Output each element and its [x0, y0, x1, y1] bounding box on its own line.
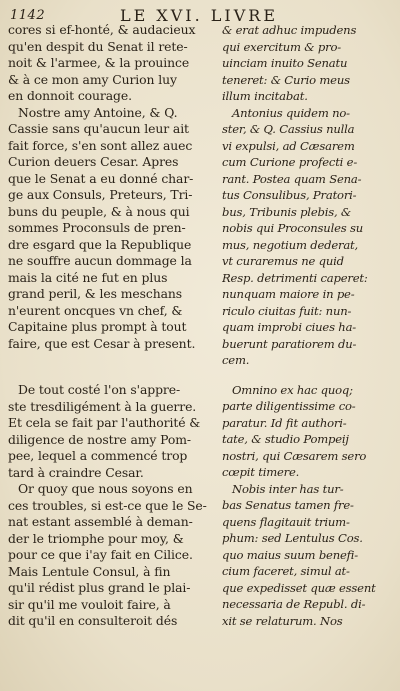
text-line: ces troubles, si est-ce que le Se- — [8, 497, 207, 513]
text-line: dre esgard que la Republique — [8, 236, 192, 252]
text-line: qu'en despit du Senat il rete- — [8, 38, 188, 54]
text-line: & erat adhuc impudens — [222, 23, 357, 37]
text-line: qu'il rédist plus grand le plai- — [8, 580, 191, 595]
text-line: Resp. detrimenti caperet: — [222, 270, 368, 285]
text-line: diligence de nostre amy Pom- — [8, 431, 191, 447]
text-line: mus, negotium dederat, — [222, 237, 358, 252]
text-line: illum incitabat. — [222, 89, 308, 103]
text-line: grand peril, & les meschans — [8, 286, 183, 301]
text-line: teneret: & Curio meus — [222, 72, 350, 87]
text-line: dit qu'il en consulteroit dés — [8, 613, 178, 628]
paragraph-gap — [222, 369, 396, 382]
text-line: buns du peuple, & à nous qui — [8, 203, 190, 219]
paragraph-gap — [8, 352, 220, 382]
text-line: Capitaine plus prompt à tout — [8, 319, 187, 334]
text-line: vt curaremus ne quid — [222, 254, 344, 268]
text-line: riculo ciuitas fuit: nun- — [222, 303, 352, 318]
text-line: sir qu'il me vouloit faire, à — [8, 596, 171, 612]
text-line: xit se relaturum. Nos — [222, 613, 343, 628]
text-line: ster, & Q. Cassius nulla — [222, 122, 355, 136]
text-line: cœpit timere. — [222, 465, 300, 479]
text-line: tus Consulibus, Pratori- — [222, 188, 357, 202]
text-line: ge aux Consuls, Preteurs, Tri- — [8, 187, 193, 202]
text-line: en donnoit courage. — [8, 88, 132, 103]
text-line: buerunt paratiorem du- — [222, 336, 357, 351]
text-line: rant. Postea quam Sena- — [222, 171, 362, 186]
text-line: parte diligentissime co- — [222, 399, 356, 413]
text-line: tard à craindre Cesar. — [8, 464, 144, 480]
text-line: nunquam maiore in pe- — [222, 287, 355, 301]
text-line: & à ce mon amy Curion luy — [8, 71, 177, 87]
text-line: nobis qui Proconsules su — [222, 221, 363, 235]
text-line: Omnino ex hac quoq; — [232, 382, 353, 397]
latin-block-2 — [222, 382, 396, 630]
text-line: ne souffre aucun dommage la — [8, 253, 192, 268]
text-line: cores si ef-honté, & audacieux — [8, 22, 196, 37]
latin-block-1 — [222, 22, 396, 369]
french-block-1 — [8, 22, 220, 352]
french-column — [8, 22, 220, 630]
text-line: Cassie sans qu'aucun leur ait — [8, 121, 189, 136]
text-line: n'eurent oncques vn chef, & — [8, 302, 183, 318]
text-line: Et cela se fait par l'authorité & — [8, 415, 201, 430]
text-line: tate, & studio Pompeij — [222, 432, 349, 446]
text-line: nostri, qui Cæsarem sero — [222, 448, 367, 463]
text-line: Nostre amy Antoine, & Q. — [18, 104, 178, 120]
text-line: pour ce que i'ay fait en Cilice. — [8, 547, 193, 562]
text-line: Mais Lentule Consul, à fin — [8, 563, 171, 579]
page-number: 1142 — [10, 8, 46, 23]
text-line: De tout costé l'on s'appre- — [18, 382, 181, 397]
text-line: quens flagitauit trium- — [222, 514, 350, 529]
text-line: phum: sed Lentulus Cos. — [222, 531, 363, 545]
text-line: Nobis inter has tur- — [232, 481, 344, 496]
text-line: Antonius quidem no- — [232, 105, 350, 120]
text-line: Curion deuers Cesar. Apres — [8, 154, 179, 169]
text-line: sommes Proconsuls de pren- — [8, 220, 186, 235]
text-line: fait force, s'en sont allez auec — [8, 137, 193, 153]
text-line: nat estant assemblé à deman- — [8, 514, 193, 529]
text-line: vi expulsi, ad Cæsarem — [222, 138, 355, 153]
running-title: LE XVI. LIVRE — [119, 6, 279, 25]
text-line: que le Senat a eu donné char- — [8, 170, 194, 186]
text-line: cem. — [222, 353, 250, 367]
text-line: noit & l'armee, & la prouince — [8, 55, 190, 70]
text-line: paratur. Id fit authori- — [222, 415, 347, 430]
text-line: Or quoy que nous soyons en — [18, 481, 193, 496]
text-line: quam improbi ciues ha- — [222, 320, 357, 334]
text-line: quo maius suum benefi- — [222, 547, 358, 562]
text-line: qui exercitum & pro- — [222, 39, 341, 54]
text-line: pee, lequel a commencé trop — [8, 448, 188, 463]
text-line: faire, que est Cesar à present. — [8, 335, 196, 351]
latin-column — [222, 22, 396, 629]
text-line: uinciam inuito Senatu — [222, 56, 348, 70]
text-line: mais la cité ne fut en plus — [8, 269, 168, 285]
text-line: der le triomphe pour moy, & — [8, 530, 184, 546]
french-block-2 — [8, 382, 220, 630]
text-line: bas Senatus tamen fre- — [222, 498, 354, 512]
text-line: necessaria de Republ. di- — [222, 597, 366, 611]
text-line: cum Curione profecti e- — [222, 155, 358, 169]
text-line: que expedisset quæ essent — [222, 580, 376, 595]
text-line: ste tresdiligément à la guerre. — [8, 398, 197, 414]
text-line: bus, Tribunis plebis, & — [222, 204, 352, 219]
text-line: cium faceret, simul at- — [222, 564, 350, 578]
